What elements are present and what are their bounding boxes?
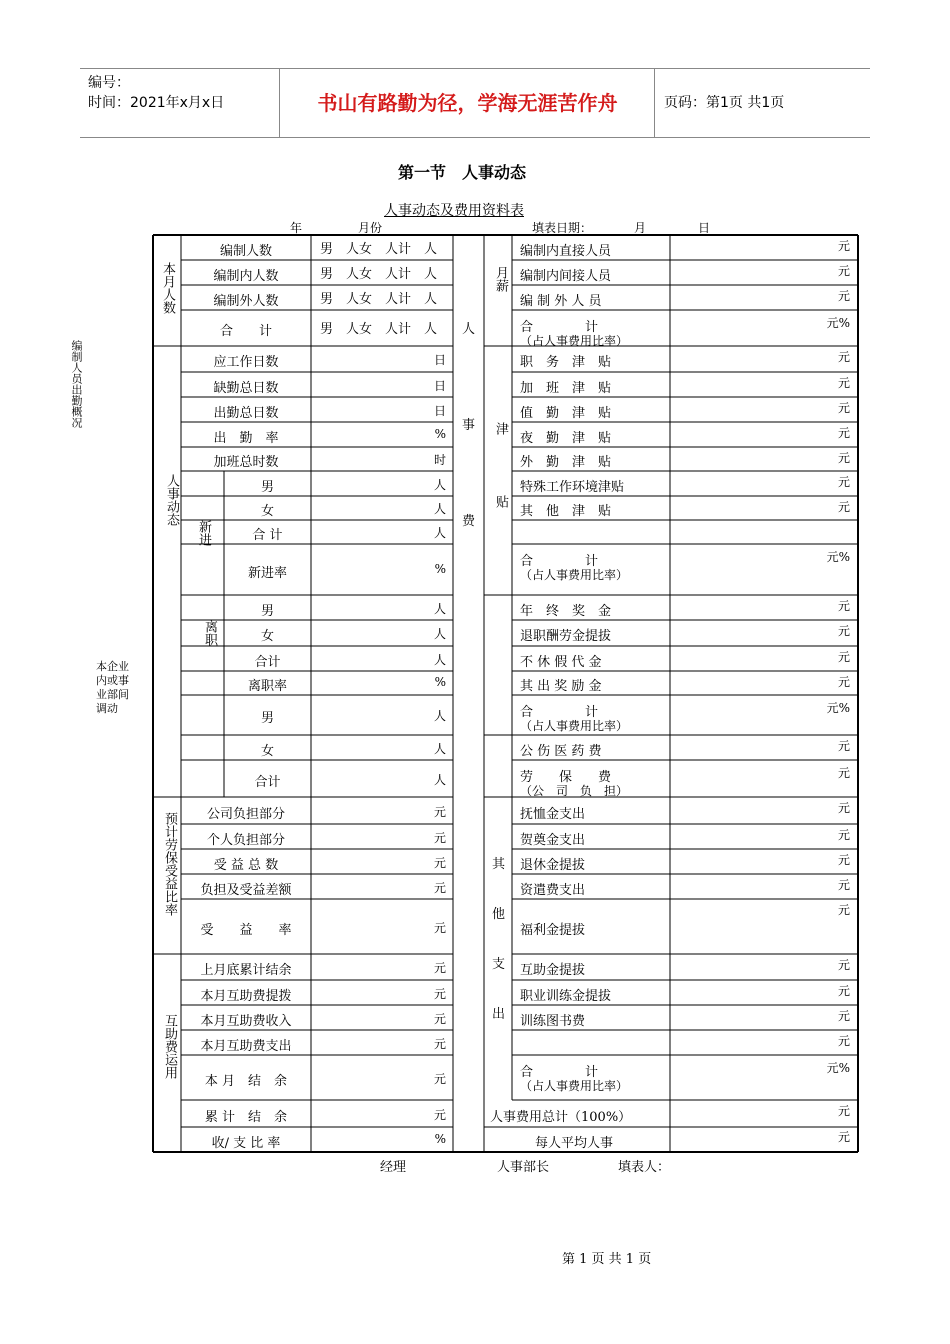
allowance-row-unit: 元% (826, 550, 850, 564)
other-row-label: 退休金提拔 (520, 857, 586, 873)
salary-row-unit: 元% (826, 316, 850, 330)
insurance-cost-row-unit: 元 (837, 739, 850, 753)
transfer-row-unit: 人 (433, 709, 446, 723)
count-row-value: 男 人女 人计 人 (320, 241, 438, 257)
attend-row-label: 出勤总日数 (213, 405, 279, 421)
count-row-value: 男 人女 人计 人 (320, 266, 438, 282)
insurance-row-unit: 元 (433, 880, 446, 895)
bonus-row-unit: 元% (826, 701, 850, 715)
other-row-label: 互助金提拔 (520, 963, 586, 978)
other-row-label: 合 计 (520, 1065, 599, 1080)
bonus-row-label: 退职酬劳金提拔 (520, 629, 612, 644)
mutual-row-label: 本月互助费收入 (200, 1013, 292, 1029)
count-row-value: 男 人女 人计 人 (320, 291, 438, 307)
insurance-row-unit: 元 (433, 920, 446, 935)
footer-page: 第 1 页 共 1 页 (562, 1252, 652, 1267)
new-row-unit: 人 (433, 502, 446, 516)
leave-row-unit: % (434, 675, 446, 689)
transfer-row-label: 女 (260, 743, 274, 759)
page-label: 页码：第1页 共1页 (664, 95, 785, 111)
bonus-row-unit: 元 (837, 599, 850, 613)
insurance-cost-row-sublabel: （公 司 负 担） (520, 784, 629, 798)
other-row-unit: 元 (837, 1034, 850, 1048)
hr-cost-char: 费 (462, 514, 476, 529)
new-row-unit: 人 (433, 526, 446, 540)
mutual-row-label: 收/ 支 比 率 (211, 1135, 281, 1151)
other-row-unit: 元 (837, 828, 850, 842)
allowance-row-label: 特殊工作环境津贴 (520, 479, 625, 495)
leave-row-label: 合计 (254, 654, 281, 670)
bonus-row-unit: 元 (837, 624, 850, 638)
bonus-row-unit: 元 (837, 675, 850, 689)
mutual-row-label: 本月互助费支出 (200, 1038, 292, 1054)
transfer-row-label: 合计 (254, 774, 281, 790)
hr-cost-char: 事 (462, 418, 476, 433)
leave-row-label: 离职率 (247, 679, 287, 694)
allowance-row-label: 合 计 (520, 554, 599, 569)
allowance-row-unit: 元 (837, 376, 850, 390)
hr-change-label: 人事动态 (164, 474, 179, 526)
transfer-row-unit: 人 (433, 772, 446, 787)
leave-label: 离职 (202, 620, 217, 646)
mutual-row-unit: 元 (433, 961, 446, 975)
attend-row-unit: 日 (433, 378, 446, 393)
insurance-row-label: 公司负担部分 (206, 806, 285, 822)
new-row-label: 新进率 (247, 565, 287, 581)
attend-row-unit: 时 (433, 453, 446, 467)
hr-cost-char: 人 (462, 322, 476, 337)
allowance-row-unit: 元 (837, 451, 850, 465)
number-label: 编号： (88, 75, 130, 91)
side-label-attendance: 编制人员出勤概况 (70, 340, 83, 428)
mutual-row-unit: % (434, 1131, 446, 1146)
insurance-cost-row-label: 劳 保 费 (520, 770, 612, 785)
leave-row-label: 女 (260, 629, 274, 644)
attend-row-label: 出 勤 率 (213, 430, 279, 446)
allowance-row-unit: 元 (837, 426, 850, 440)
transfer-row-unit: 人 (433, 741, 446, 756)
allowance-row-label: 职 务 津 贴 (520, 355, 612, 370)
other-row-unit: 元 (837, 1009, 850, 1023)
salary-row-unit: 元 (837, 264, 850, 278)
motto: 书山有路勤为径，学海无涯苦作舟 (281, 69, 655, 137)
other-row-label: 职业训练金提拔 (520, 988, 612, 1004)
allowance-row-unit: 元 (837, 401, 850, 415)
allowance-row-label: 值 勤 津 贴 (520, 405, 612, 421)
mutual-row-unit: 元 (433, 986, 446, 1001)
salary-row-label: 编制内间接人员 (520, 268, 612, 284)
other-row-unit: 元 (837, 958, 850, 972)
insurance-row-label: 个人负担部分 (206, 832, 285, 848)
other-row-sublabel: （占人事费用比率） (520, 1079, 629, 1093)
mutual-row-label: 累 计 结 余 (204, 1109, 288, 1125)
new-row-label: 女 (260, 504, 274, 519)
leave-row-label: 男 (260, 603, 274, 619)
fill-day-label: 日 (698, 221, 711, 235)
year-label: 年 (290, 221, 303, 235)
bonus-row-label: 年 终 奖 金 (520, 603, 612, 619)
other-row-unit: 元 (837, 903, 850, 917)
total-unit: 元 (837, 1104, 850, 1118)
monthly-count-label: 本月人数 (160, 262, 175, 314)
other-row-unit: 元 (837, 853, 850, 867)
bonus-row-label: 其 出 奖 励 金 (520, 679, 602, 694)
bonus-row-label: 不 休 假 代 金 (520, 654, 602, 670)
salary-label: 月薪 (493, 266, 508, 292)
mutual-row-unit: 元 (433, 1011, 446, 1026)
new-row-label: 合 计 (252, 528, 283, 543)
transfer-row-label: 男 (260, 711, 274, 726)
other-row-unit: 元 (837, 801, 850, 815)
mutual-row-label: 本月互助费提拨 (200, 988, 292, 1004)
new-row-label: 男 (260, 479, 274, 495)
other-row-label: 福利金提拔 (520, 922, 586, 938)
allowance-row-label: 其 他 津 贴 (520, 504, 612, 519)
allowance-row-label: 外 勤 津 贴 (520, 455, 612, 470)
mutual-row-unit: 元 (433, 1107, 446, 1122)
insurance-row-label: 受 益 率 (200, 922, 292, 938)
fill-month-label: 月 (634, 221, 647, 235)
bonus-row-unit: 元 (837, 650, 850, 664)
mutual-row-unit: 元 (433, 1036, 446, 1051)
manager-label: 经理 (380, 1160, 407, 1175)
section-title: 第一节 人事动态 (398, 163, 527, 182)
other-row-label: 贺奠金支出 (520, 832, 586, 848)
mutual-row-unit: 元 (433, 1071, 446, 1086)
new-row-unit: % (434, 561, 446, 576)
other-row-unit: 元% (826, 1061, 850, 1075)
leave-row-unit: 人 (433, 601, 446, 616)
insurance-row-label: 受 益 总 数 (213, 857, 279, 873)
salary-row-label: 编制内直接人员 (520, 243, 612, 259)
other-expense-char: 他 (492, 907, 506, 922)
bonus-row-label: 合 计 (520, 705, 599, 720)
hr-head-label: 人事部长 (497, 1160, 550, 1175)
average-label: 每人平均人事 (535, 1136, 614, 1151)
allowance-row-unit: 元 (837, 500, 850, 514)
attend-row-unit: % (434, 426, 446, 441)
mutual-row-label: 上月底累计结余 (200, 963, 292, 978)
count-row-value: 男 人女 人计 人 (320, 322, 438, 337)
insurance-row-label: 负担及受益差额 (200, 882, 292, 898)
other-row-label: 资遣费支出 (520, 882, 586, 898)
fill-date-label: 填表日期： (532, 221, 593, 235)
salary-row-label: 编 制 外 人 员 (520, 293, 602, 309)
salary-row-unit: 元 (837, 239, 850, 253)
total-label: 人事费用总计（100%） (490, 1110, 632, 1125)
insurance-row-unit: 元 (433, 830, 446, 845)
allowance-row-unit: 元 (837, 475, 850, 489)
allowance-label: 津贴 (493, 422, 508, 568)
bonus-row-sublabel: （占人事费用比率） (520, 719, 629, 733)
attend-row-unit: 日 (433, 403, 446, 418)
other-row-label: 训练图书费 (520, 1013, 586, 1029)
leave-row-unit: 人 (433, 652, 446, 667)
new-row-unit: 人 (433, 477, 446, 492)
allowance-row-label: 加 班 津 贴 (520, 380, 612, 396)
count-row-label: 合 计 (219, 324, 272, 339)
count-row-label: 编制内人数 (213, 268, 279, 284)
insurance-row-unit: 元 (433, 804, 446, 819)
mutual-label: 互助费运用 (162, 1014, 177, 1079)
date-label: 时间：2021年x月x日 (88, 95, 225, 111)
other-row-unit: 元 (837, 878, 850, 892)
insurance-cost-row-unit: 元 (837, 766, 850, 780)
attend-row-unit: 日 (433, 353, 446, 367)
insurance-cost-row-label: 公 伤 医 药 费 (520, 743, 602, 759)
side-label-transfer: 本企业内或事业部间调动 (96, 660, 129, 715)
other-row-label: 抚恤金支出 (520, 806, 586, 822)
insurance-row-unit: 元 (433, 855, 446, 870)
salary-row-sublabel: （占人事费用比率） (520, 334, 629, 348)
count-row-label: 编制外人数 (213, 293, 279, 309)
allowance-row-sublabel: （占人事费用比率） (520, 568, 629, 582)
other-row-unit: 元 (837, 984, 850, 998)
leave-row-unit: 人 (433, 627, 446, 641)
insurance-label: 预计劳保受益比率 (162, 812, 177, 916)
mutual-row-label: 本 月 结 余 (204, 1073, 288, 1089)
filler-label: 填表人： (618, 1160, 671, 1175)
attend-row-label: 应工作日数 (213, 355, 279, 370)
salary-row-unit: 元 (837, 289, 850, 303)
count-row-label: 编制人数 (219, 243, 272, 259)
attend-row-label: 加班总时数 (213, 455, 279, 470)
other-expense-char: 其 (492, 857, 506, 872)
month-label: 月份 (358, 221, 383, 235)
average-unit: 元 (837, 1130, 850, 1144)
allowance-row-label: 夜 勤 津 贴 (520, 430, 612, 446)
new-hire-label: 新进 (196, 520, 211, 546)
other-expense-char: 出 (492, 1007, 506, 1022)
allowance-row-unit: 元 (837, 350, 850, 364)
table-title: 人事动态及费用资料表 (384, 203, 524, 219)
salary-row-label: 合 计 (520, 320, 599, 335)
other-expense-char: 支 (492, 957, 506, 972)
attend-row-label: 缺勤总日数 (213, 380, 279, 396)
